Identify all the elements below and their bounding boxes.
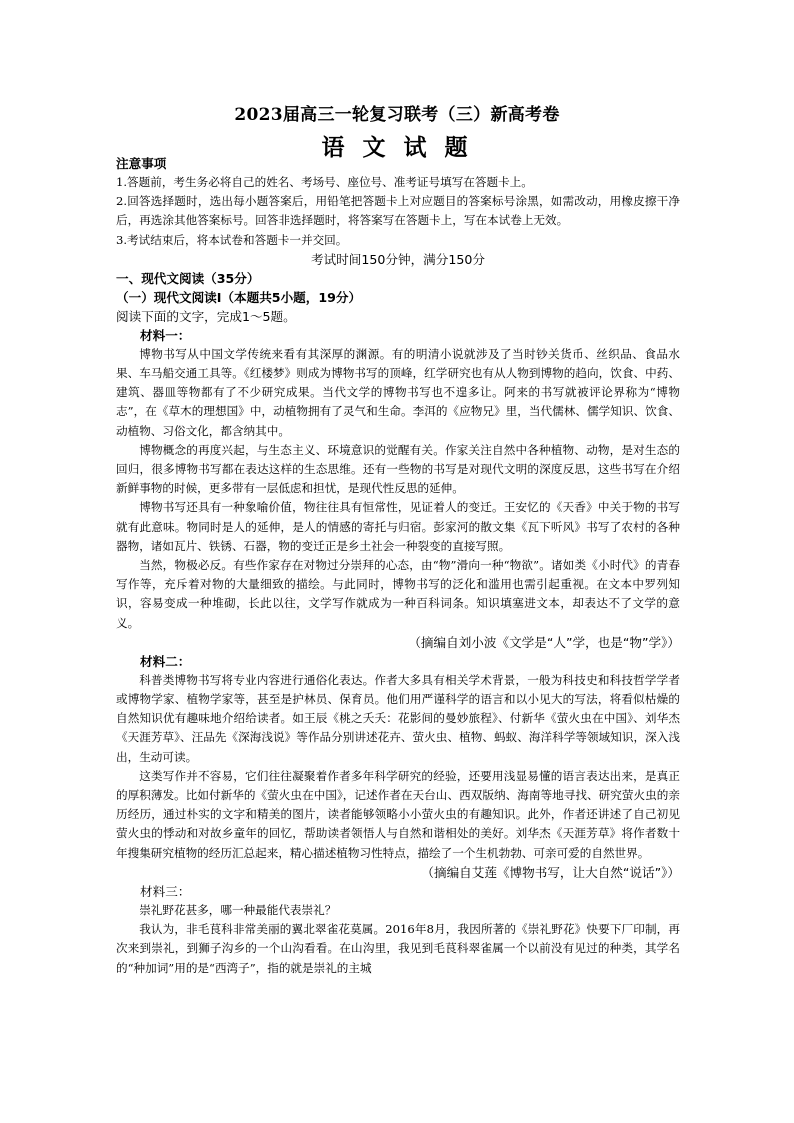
paragraph: 博物书写从中国文学传统来看有其深厚的渊源。有的明清小说就涉及了当时钞关货币、丝织品、食品水果、车马船交通工具等。《红楼梦》则成为博物书写的顶峰，红学研究也有从人物到博物的趋向，饮食、中药、建筑、器皿等物都有了不少研究成果。当代文学的博物书写也不遑多让。阿来的书写就被评论界称为“博物志”，在《草木的理想国》中，动植物拥有了灵气和生命。李洱的《应物兄》里，当代儒林、儒学知识、饮食、动植物、习俗文化，都含纳其中。: [116, 346, 680, 438]
paragraph: 我认为，非毛茛科非常美丽的翼北翠雀花莫属。2016年8月，我因所著的《崇礼野花》快要下厂印制，再次来到崇礼，到狮子沟乡的一个山沟看看。在山沟里，我见到毛茛科翠雀属一个以前没有见过的种类，其学名的“种加词”用的是“西湾子”，指的就是崇礼的主城: [116, 922, 680, 975]
reading-instruction: 阅读下面的文字，完成1～5题。: [116, 308, 296, 324]
paragraph: 当然，物极必反。有些作家存在对物过分崇拜的心态，由“物”滑向一种“物欲”。诸如类《小时代》的青春写作等，充斥着对物的大量细致的描绘。与此同时，博物书写的泛化和滥用也需引起重视。在文本中罗列知识，容易变成一种堆砌，长此以往，文学写作就成为一种百科词条。知识填塞进文本，却表达不了文学的意义。: [116, 558, 680, 630]
exam-time-line: 考试时间150分钟，满分150分: [310, 251, 485, 267]
exam-subtitle: 语 文 试 题: [321, 134, 473, 161]
material-1-label: 材料一：: [140, 327, 191, 343]
material-2-body: [116, 671, 680, 863]
notice-list: [116, 173, 680, 250]
material-1-source: （摘编自刘小波《文学是“人”学，也是“物”学》）: [408, 634, 680, 650]
notice-item: 2.回答选择题时，选出每小题答案后，用铅笔把答题卡上对应题目的答案标号涂黑，如需改动，用橡皮擦干净后，再选涂其他答案标号。回答非选择题时，将答案写在答题卡上，写在本试卷上无效。: [116, 194, 680, 228]
material-3-body: [116, 901, 680, 978]
paragraph: 博物书写还具有一种象喻价值，物往往具有恒常性，见证着人的变迁。王安忆的《天香》中关于物的书写就有此意味。物同时是人的延伸，是人的情感的寄托与归宿。彭家河的散文集《瓦下听风》书写了农村的各种器物，诸如瓦片、铁锈、石器，物的变迁正是乡土社会一种裂变的直接写照。: [116, 500, 680, 553]
material-3-label: 材料三：: [140, 883, 191, 899]
exam-title: 2023届高三一轮复习联考（三）新高考卷: [234, 105, 560, 125]
subsection-heading: （一）现代文阅读Ⅰ（本题共5小题，19分）: [116, 289, 362, 305]
material-2-source: （摘编自艾莲《博物书写，让大自然“说话”》）: [421, 864, 680, 880]
notice-item: 1.答题前，考生务必将自己的姓名、考场号、座位号、准考证号填写在答题卡上。: [116, 175, 533, 189]
material-1-body: [116, 345, 680, 633]
material-3-title-line: 崇礼野花甚多，哪一种最能代表崇礼？: [139, 902, 337, 917]
notice-heading: 注意事项: [116, 156, 167, 171]
paragraph: 这类写作并不容易，它们往往凝聚着作者多年科学研究的经验，还要用浅显易懂的语言表达出来，是真正的厚积薄发。比如付新华的《萤火虫在中国》，记述作者在天台山、西双版纳、海南等地寻找、研究萤火虫的亲历经历，通过朴实的文字和精美的图片，读者能够领略小小萤火虫的有趣知识。此外，作者还讲述了自己初见萤火虫的悸动和对故乡童年的回忆，帮助读者领悟人与自然和谐相处的美好。刘华杰《天涯芳草》将作者数十年搜集研究植物的经历汇总起来，精心描述植物习性特点，描绘了一个生机勃勃、可亲可爱的自然世界。: [116, 768, 680, 860]
paragraph: 科普类博物书写将专业内容进行通俗化表达。作者大多具有相关学术背景，一般为科技史和科技哲学学者或博物学家、植物学家等，甚至是护林员、保育员。他们用严谨科学的语言和以小见大的写法，将看似枯燥的自然知识优有趣味地介绍给读者。如王辰《桃之夭夭：花影间的曼妙旅程》、付新华《萤火虫在中国》、刘华杰《天涯芳草》、汪品先《深海浅说》等作品分别讲述花卉、萤火虫、植物、蚂蚁、海洋科学等领域知识，深入浅出，生动可读。: [116, 672, 680, 764]
exam-content: [116, 154, 680, 978]
material-2-label: 材料二：: [140, 653, 191, 669]
notice-item: 3.考试结束后，将本试卷和答题卡一并交回。: [116, 232, 348, 247]
section-heading: 一、现代文阅读（35分）: [116, 270, 260, 286]
paragraph: 博物概念的再度兴起，与生态主义、环境意识的觉醒有关。作家关注自然中各种植物、动物，是对生态的回归，很多博物书写都在表达这样的生态思维。还有一些物的书写是对现代文明的深度反思，这些书写在介绍新鲜事物的时候，更多带有一层低虑和担忧，是现代性反思的延伸。: [116, 442, 680, 496]
